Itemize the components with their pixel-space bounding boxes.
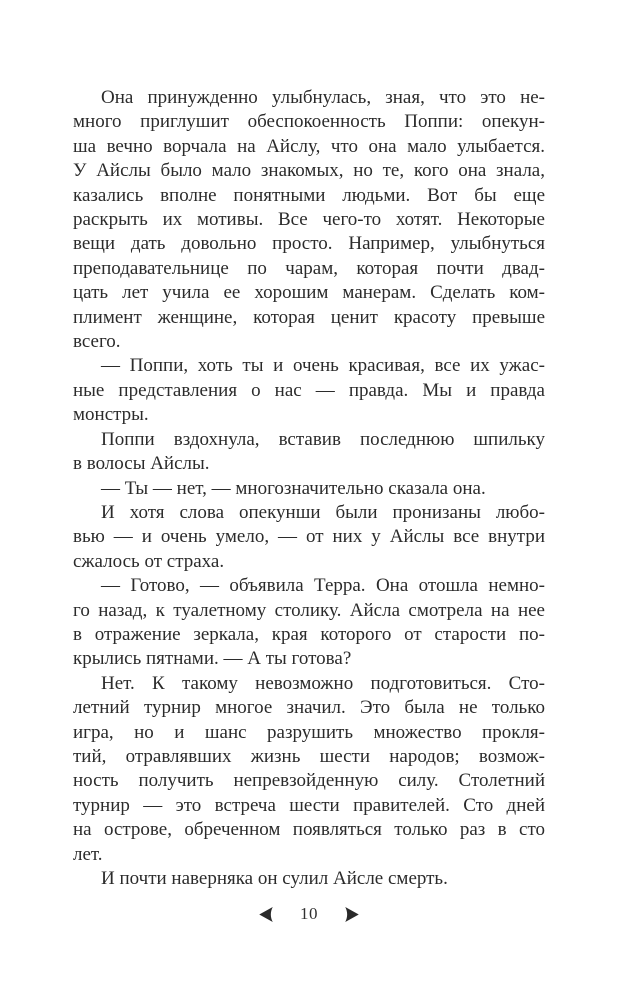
text-line: тий, отравлявших жизнь шести народов; возмож-: [73, 745, 545, 767]
paragraph: [73, 867, 545, 891]
paragraph: [73, 672, 545, 867]
text-line: У Айслы было мало знакомых, но те, кого она знала,: [73, 160, 545, 182]
text-line: ные представления о нас — правда. Мы и правда: [73, 379, 545, 401]
text-line: крылись пятнами. — А ты готова?: [73, 648, 352, 670]
text-line: го назад, к туалетному столику. Айсла смотрела на нее: [73, 599, 545, 621]
page-navigation: [73, 904, 545, 924]
text-line: Поппи вздохнула, вставив последнюю шпильку: [101, 428, 545, 450]
text-line: летний турнир многое значил. Это была не только: [73, 697, 545, 719]
text-line: в волосы Айслы.: [73, 453, 210, 475]
text-line: раскрыть их мотивы. Все чего-то хотят. Некоторые: [73, 209, 545, 231]
page-text: [73, 86, 545, 891]
prev-page-button[interactable]: [257, 905, 275, 924]
text-line: — Готово, — объявила Терра. Она отошла немно-: [101, 575, 545, 597]
text-line: Она принужденно улыбнулась, зная, что это не-: [101, 87, 545, 108]
text-line: сжалось от страха.: [73, 550, 225, 572]
text-line: в отражение зеркала, края которого от старости по-: [73, 623, 545, 645]
next-arrow-icon: [343, 905, 361, 924]
text-line: ша вечно ворчала на Айслу, что она мало улыбается.: [73, 135, 545, 157]
text-line: вещи дать довольно просто. Например, улыбнуться: [73, 233, 545, 255]
next-page-button[interactable]: [343, 905, 361, 924]
text-line: — Поппи, хоть ты и очень красивая, все их ужас-: [101, 355, 545, 377]
prev-arrow-icon: [257, 905, 275, 924]
text-line: ность получить непревзойденную силу. Столетний: [73, 770, 545, 792]
text-line: цать лет учила ее хорошим манерам. Сделать ком-: [73, 282, 545, 304]
text-line: лет.: [73, 843, 103, 865]
paragraph: [73, 428, 545, 477]
paragraph: [73, 501, 545, 574]
paragraph: [73, 354, 545, 427]
text-line: всего.: [73, 331, 121, 353]
text-line: преподавательнице по чарам, которая почти двад-: [73, 257, 545, 279]
text-line: игра, но и шанс разрушить множество прокля-: [73, 721, 545, 743]
text-line: — Ты — нет, — многозначительно сказала она.: [101, 477, 486, 499]
paragraph: [73, 86, 545, 354]
text-line: на острове, обреченном появляться только раз в сто: [73, 819, 545, 841]
text-line: казались вполне понятными людьми. Вот бы еще: [73, 184, 545, 206]
text-line: много приглушит обеспокоенность Поппи: опекун-: [73, 111, 545, 133]
page-number: 10: [300, 904, 318, 924]
text-line: плимент женщине, которая ценит красоту превыше: [73, 306, 545, 328]
text-line: турнир — это встреча шести правителей. Сто дней: [73, 794, 545, 816]
paragraph: [73, 477, 545, 501]
text-line: монстры.: [73, 404, 149, 426]
paragraph: [73, 574, 545, 672]
text-line: Нет. К такому невозможно подготовиться. Сто-: [101, 672, 545, 694]
text-line: И хотя слова опекунши были пронизаны любо-: [101, 501, 545, 523]
text-line: И почти наверняка он сулил Айсле смерть.: [101, 868, 448, 889]
text-line: вью — и очень умело, — от них у Айслы все внутри: [73, 526, 545, 548]
